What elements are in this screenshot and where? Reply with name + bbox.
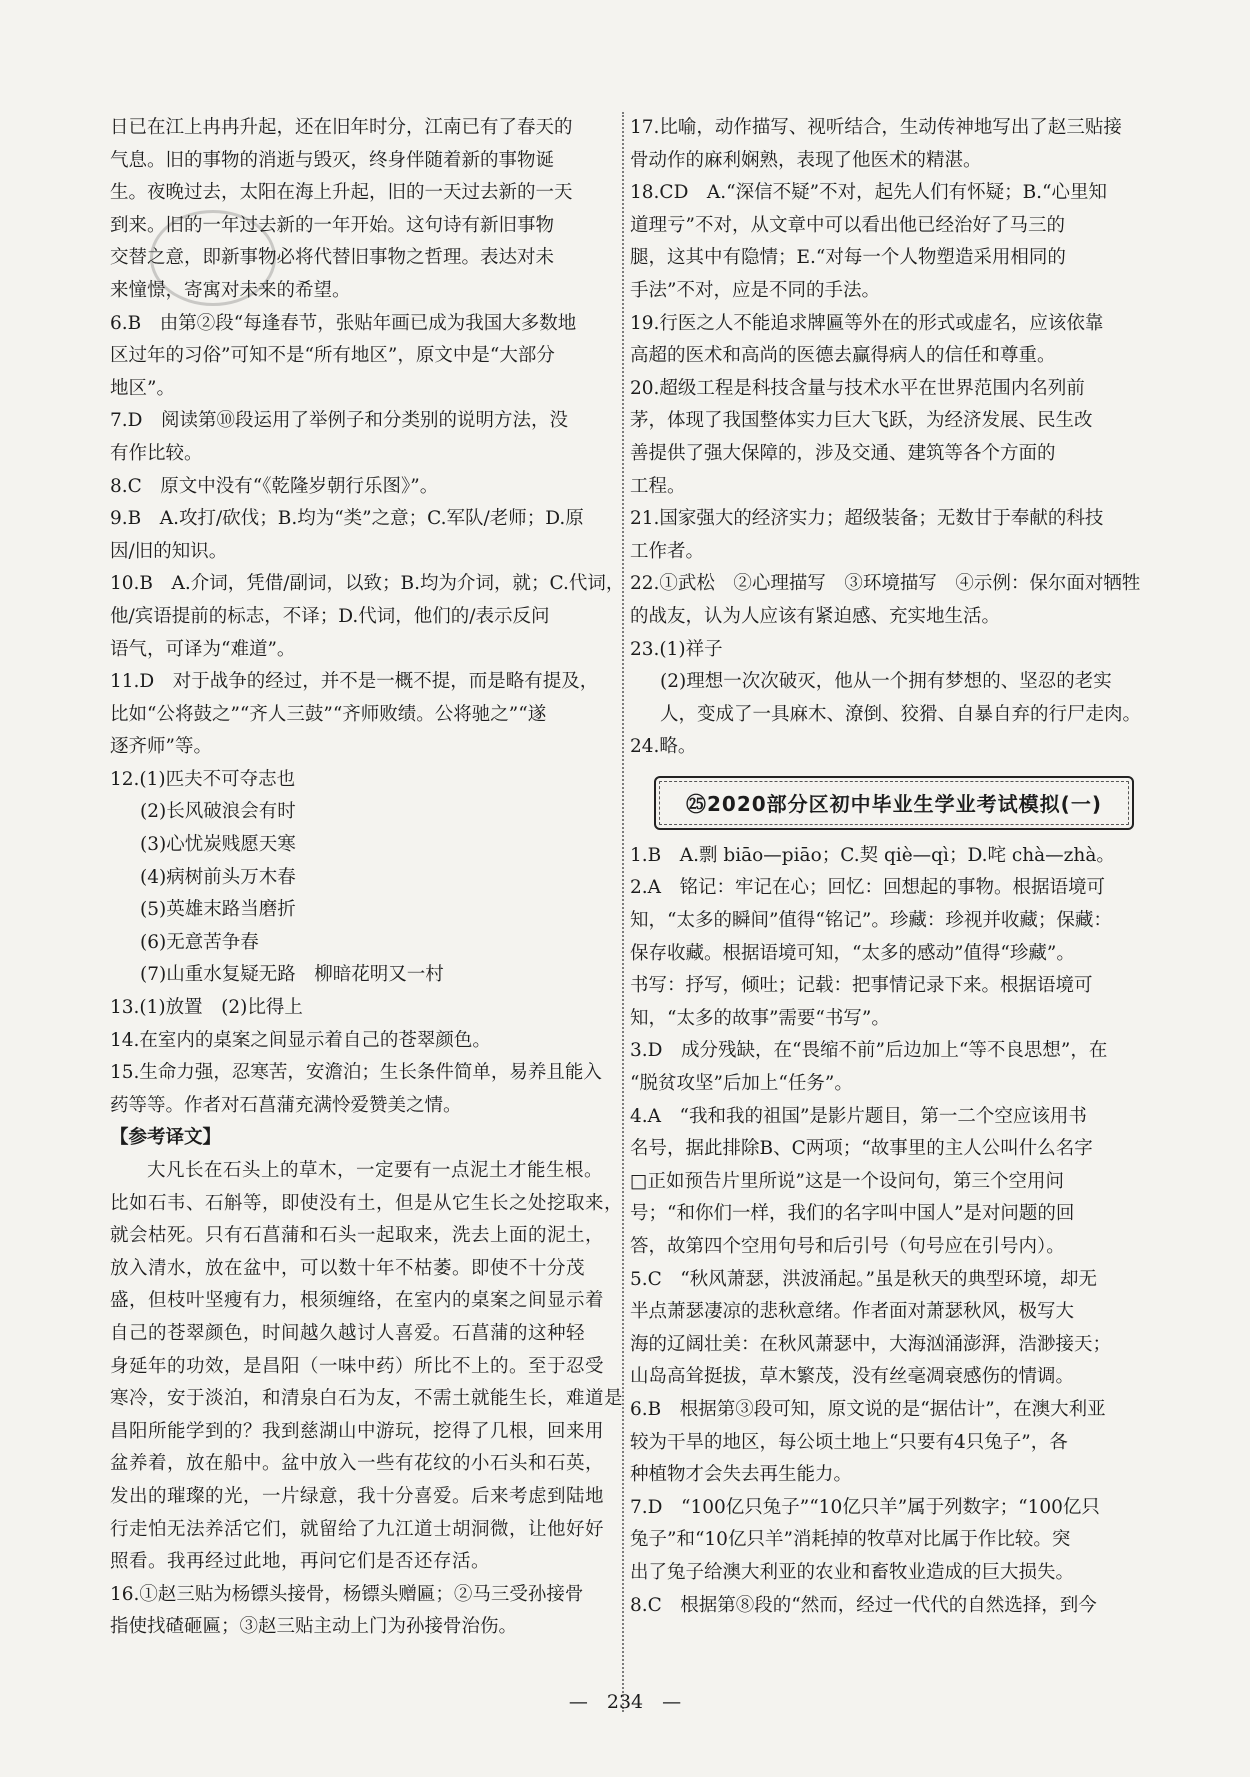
text-line: 19.行医之人不能追求牌匾等外在的形式或虚名，应该依靠 — [630, 312, 1104, 334]
text-line: 比如“公将鼓之”“齐人三鼓”“齐师败绩。公将驰之”“遂 — [110, 703, 547, 725]
text-line: “脱贫攻坚”后加上“任务”。 — [630, 1073, 853, 1095]
text-line: (5)英雄末路当磨折 — [140, 899, 296, 921]
answer-item — [630, 503, 1142, 568]
translation-line: 行走怕无法养活它们，就留给了九江道士胡洞微，让他好好 — [110, 1518, 605, 1540]
text-line: 书写：抒写，倾吐；记载：把事情记录下来。根据语境可 — [630, 975, 1093, 997]
text-line: 手法”不对，应是不同的手法。 — [630, 279, 880, 301]
text-line: 来憧憬，寄寓对未来的希望。 — [110, 279, 351, 301]
answer-item — [630, 1035, 1142, 1100]
text-line: 7.D “100亿只兔子”“10亿只羊”属于列数字；“100亿只 — [630, 1496, 1100, 1518]
answer-item — [630, 1590, 1142, 1623]
text-line: 名号，据此排除B、C两项；“故事里的主人公叫什么名字 — [630, 1138, 1093, 1160]
translation-line: 自己的苍翠颜色，时间越久越讨人喜爱。石菖蒲的这种轻 — [110, 1322, 586, 1344]
answer-item — [630, 177, 1142, 307]
text-line: 种植物才会失去再生能力。 — [630, 1464, 853, 1486]
text-line: 海的辽阔壮美：在秋风萧瑟中，大海汹涌澎湃，浩渺接天； — [630, 1333, 1112, 1355]
text-line: 有作比较。 — [110, 442, 203, 464]
section-title: ㉕2020部分区初中毕业生学业考试模拟(一) — [686, 792, 1102, 817]
answer-item — [110, 1025, 632, 1058]
text-line: 20.超级工程是科技含量与技术水平在世界范围内名列前 — [630, 377, 1085, 399]
answer-item — [110, 1057, 632, 1122]
text-line: 22.①武松 ②心理描写 ③环境描写 ④示例：保尔面对牺牲 — [630, 573, 1141, 595]
text-line: 答，故第四个空用句号和后引号（句号应在引号内）。 — [630, 1236, 1065, 1257]
text-line: 他/宾语提前的标志，不译；D.代词，他们的/表示反问 — [110, 605, 550, 627]
answer-item — [110, 308, 632, 406]
text-line: 因/旧的知识。 — [110, 540, 228, 562]
answer-item — [630, 872, 1142, 1035]
answer-item — [630, 373, 1142, 503]
text-line: 高超的医术和高尚的医德去赢得病人的信任和尊重。 — [630, 345, 1056, 367]
answer-item — [110, 568, 632, 666]
text-line: 出了兔子给澳大利亚的农业和畜牧业造成的巨大损失。 — [630, 1561, 1075, 1583]
translation-line: 就会枯死。只有石菖蒲和石头一起取来，洗去上面的泥土， — [110, 1225, 605, 1247]
answer-item — [630, 568, 1142, 633]
text-line: 较为干旱的地区，每公顷土地上“只要有4只兔子”，各 — [630, 1431, 1068, 1453]
text-line: 8.C 根据第⑧段的“然而，经过一代代的自然选择，到今 — [630, 1594, 1097, 1616]
text-line: 地区”。 — [110, 377, 175, 399]
text-line: 6.B 由第②段“每逢春节，张贴年画已成为我国大多数地 — [110, 312, 577, 334]
answer-item — [110, 503, 632, 568]
text-line: 保存收藏。根据语境可知，“太多的感动”值得“珍藏”。 — [630, 942, 1075, 964]
answer-item — [630, 1492, 1142, 1590]
answer-item — [110, 992, 632, 1025]
answer-item — [630, 1394, 1142, 1492]
text-line: □正如预告片里所说”这是一个设问句，第三个空用问 — [630, 1170, 1064, 1192]
answer-item — [110, 405, 632, 470]
text-line: 15.生命力强，忍寒苦，安澹泊；生长条件简单，易养且能入 — [110, 1062, 602, 1084]
text-line: 茅，体现了我国整体实力巨大飞跃，为经济发展、民生改 — [630, 410, 1093, 432]
text-line: 工作者。 — [630, 540, 705, 562]
text-line: 语气，可译为“难道”。 — [110, 638, 296, 660]
translation-line: 大凡长在石头上的草木，一定要有一点泥土才能生根。 — [147, 1160, 604, 1181]
answer-item — [630, 308, 1142, 373]
text-line: 工程。 — [630, 475, 686, 497]
answer-item — [110, 1579, 632, 1644]
translation-line: 昌阳所能学到的？我到慈湖山中游玩，挖得了几根，回来用 — [110, 1420, 605, 1442]
translation-line: 比如石韦、石斛等，即使没有土，但是从它生长之处挖取来， — [110, 1192, 624, 1214]
text-line: 日已在江上冉冉升起，还在旧年时分，江南已有了春天的 — [110, 117, 573, 138]
answer-item — [110, 764, 632, 992]
translation-line: 照看。我再经过此地，再问它们是否还存活。 — [110, 1551, 491, 1573]
text-line: 山岛高耸挺拔，草木繁茂，没有丝毫凋衰感伤的情调。 — [630, 1366, 1075, 1388]
answer-item — [630, 1101, 1142, 1264]
translation-line: 寒冷，安于淡泊，和清泉白石为友，不需土就能生长，难道是 — [110, 1388, 624, 1410]
section-title-box — [654, 776, 1134, 830]
column-divider — [622, 112, 624, 1712]
answer-item — [630, 1264, 1142, 1394]
text-line: 17.比喻，动作描写、视听结合，生动传神地写出了赵三贴接 — [630, 117, 1122, 138]
text-line: 21.国家强大的经济实力；超级装备；无数甘于奉献的科技 — [630, 508, 1104, 530]
reference-translation-heading: 【参考译文】 — [110, 1127, 222, 1149]
answer-item — [630, 731, 1142, 764]
translation-line: 发出的璀璨的光，一片绿意，我十分喜爱。后来考虑到陆地 — [110, 1485, 605, 1507]
right-column — [630, 112, 1142, 1622]
answer-item — [630, 634, 1142, 732]
text-line: 14.在室内的桌案之间显示着自己的苍翠颜色。 — [110, 1029, 491, 1051]
text-line: 半点萧瑟凄凉的悲秋意绪。作者面对萧瑟秋风，极写大 — [630, 1301, 1075, 1323]
text-line: 3.D 成分残缺，在“畏缩不前”后边加上“等不良思想”，在 — [630, 1040, 1108, 1062]
page-number: — 234 — — [568, 1691, 682, 1713]
text-line: 骨动作的麻利娴熟，表现了他医术的精湛。 — [630, 149, 982, 171]
text-line: 生。夜晚过去，太阳在海上升起，旧的一天过去新的一天 — [110, 182, 573, 204]
text-line: 8.C 原文中没有“《乾隆岁朝行乐图》”。 — [110, 475, 439, 497]
text-line: 知，“太多的故事”需要“书写”。 — [630, 1007, 890, 1029]
text-line: 区过年的习俗”可知不是“所有地区”，原文中是“大部分 — [110, 345, 555, 367]
text-line: 7.D 阅读第⑩段运用了举例子和分类别的说明方法，没 — [110, 410, 568, 432]
text-line: 药等等。作者对石菖蒲充满怜爱赞美之情。 — [110, 1094, 462, 1116]
text-line: 号；“和你们一样，我们的名字叫中国人”是对问题的回 — [630, 1203, 1075, 1225]
text-line: (3)心忧炭贱愿天寒 — [140, 834, 296, 856]
translation-line: 放入清水，放在盆中，可以数十年不枯萎。即使不十分茂 — [110, 1257, 586, 1279]
text-line: 16.①赵三贴为杨镖头接骨，杨镖头赠匾；②马三受孙接骨 — [110, 1583, 584, 1605]
text-line: 兔子”和“10亿只羊”消耗掉的牧草对比属于作比较。突 — [630, 1529, 1071, 1551]
text-line: 2.A 铭记：牢记在心；回忆：回想起的事物。根据语境可 — [630, 877, 1106, 899]
text-line: (4)病树前头万木春 — [140, 866, 296, 888]
text-line: 9.B A.攻打/砍伐；B.均为“类”之意；C.军队/老师；D.原 — [110, 508, 584, 530]
text-line: 13.(1)放置 (2)比得上 — [110, 997, 303, 1019]
translation-line: 盛，但枝叶坚瘦有力，根须缠络，在室内的桌案之间显示着 — [110, 1290, 605, 1312]
text-line: 5.C “秋风萧瑟，洪波涌起。”虽是秋天的典型环境，却无 — [630, 1268, 1097, 1290]
translation-line: 盆养着，放在船中。盆中放入一些有花纹的小石头和石英， — [110, 1453, 605, 1475]
text-line: 到来。旧的一年过去新的一年开始。这句诗有新旧事物 — [110, 214, 555, 236]
text-line: 人，变成了一具麻木、潦倒、狡猾、自暴自弃的行尸走肉。 — [660, 703, 1142, 725]
answer-item — [110, 471, 632, 504]
text-line: 气息。旧的事物的消逝与毁灭，终身伴随着新的事物诞 — [110, 149, 555, 171]
translation-line: 身延年的功效，是昌阳（一味中药）所比不上的。至于忍受 — [110, 1355, 605, 1377]
text-line: 1.B A.剽 biāo—piāo；C.契 qiè—qì；D.咤 chà—zhà。 — [630, 844, 1115, 866]
text-line: (7)山重水复疑无路 柳暗花明又一村 — [140, 964, 444, 986]
answer-item — [110, 666, 632, 764]
text-line: 指使找碴砸匾；③赵三贴主动上门为孙接骨治伤。 — [110, 1616, 518, 1638]
text-line: 善提供了强大保障的，涉及交通、建筑等各个方面的 — [630, 442, 1056, 464]
text-line: 10.B A.介词，凭借/副词，以致；B.均为介词，就；C.代词， — [110, 573, 625, 595]
answer-item — [630, 840, 1142, 873]
text-line: 12.(1)匹夫不可夺志也 — [110, 768, 296, 790]
text-line: (2)长风破浪会有时 — [140, 801, 296, 823]
text-line: 的战友，认为人应该有紧迫感、充实地生活。 — [630, 605, 1001, 627]
text-line: 交替之意，即新事物必将代替旧事物之哲理。表达对未 — [110, 247, 555, 269]
text-line: 11.D 对于战争的经过，并不是一概不提，而是略有提及， — [110, 671, 599, 693]
text-line: 24.略。 — [630, 736, 697, 758]
text-line: 18.CD A.“深信不疑”不对，起先人们有怀疑；B.“心里知 — [630, 182, 1108, 204]
text-line: (6)无意苦争春 — [140, 931, 259, 953]
text-line: (2)理想一次次破灭，他从一个拥有梦想的、坚忍的老实 — [660, 671, 1112, 693]
text-line: 腿，这其中有隐情；E.“对每一个人物塑造采用相同的 — [630, 247, 1066, 269]
text-line: 4.A “我和我的祖国”是影片题目，第一二个空应该用书 — [630, 1105, 1087, 1127]
left-column — [110, 112, 632, 1644]
text-line: 道理亏”不对，从文章中可以看出他已经治好了马三的 — [630, 214, 1065, 236]
text-line: 逐齐师”等。 — [110, 736, 212, 758]
text-line: 6.B 根据第③段可知，原文说的是“据估计”，在澳大利亚 — [630, 1398, 1106, 1420]
text-line: 知，“太多的瞬间”值得“铭记”。珍藏：珍视并收藏；保藏： — [630, 910, 1112, 932]
answer-item — [630, 112, 1142, 177]
text-line: 23.(1)祥子 — [630, 638, 723, 660]
